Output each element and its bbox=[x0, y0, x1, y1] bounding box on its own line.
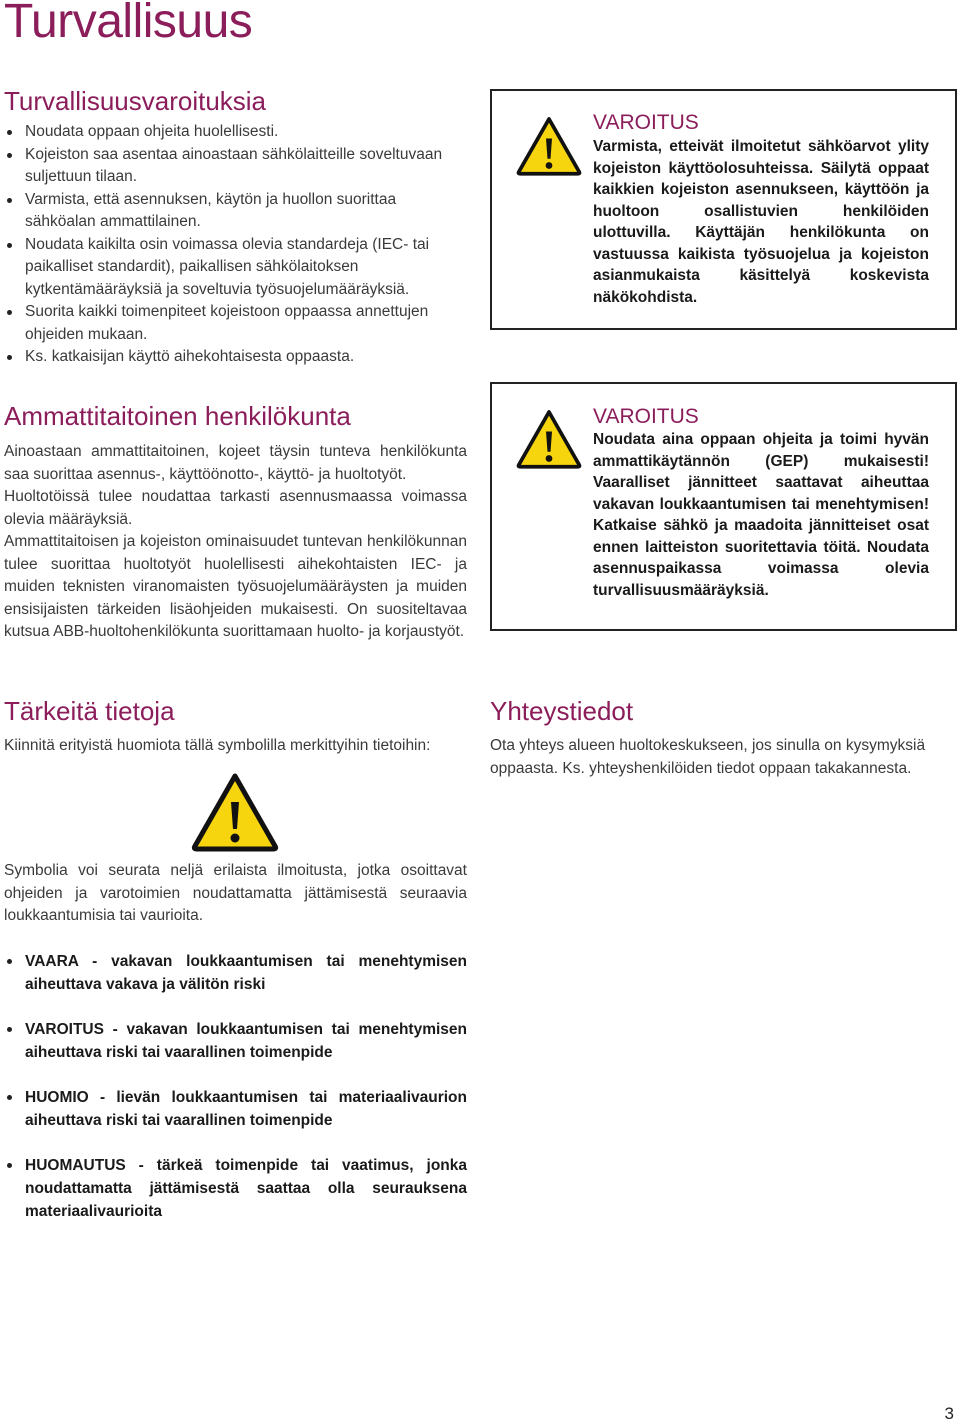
qualified-paragraph-2: Huoltotöissä tulee noudattaa tarkasti asennusmaassa voimassa olevia määräyksiä. bbox=[4, 488, 467, 528]
list-item: HUOMIO - lievän loukkaantumisen tai materiaalivaurion aiheuttava riski tai vaarallinen toimenpide bbox=[4, 1086, 467, 1132]
warning-triangle-icon bbox=[516, 116, 582, 176]
list-item: Noudata oppaan ohjeita huolellisesti. bbox=[4, 121, 470, 144]
qualified-personnel-heading: Ammattitaitoinen henkilökunta bbox=[4, 401, 351, 431]
list-item: Noudata kaikilta osin voimassa olevia standardeja (IEC- tai paikalliset standardit), paikallisen sähkölaitoksen kytkentämääräyksiä ja soveltuvia työsuojelumääräyksiä. bbox=[4, 234, 470, 302]
warning-text: Noudata aina oppaan ohjeita ja toimi hyvän ammattikäytännön (GEP) mukaisesti! Vaaralliset jännitteet saattavat aiheuttaa vakavan loukkaantumisen tai menehtymisen! Katkaise sähkö ja maadoita jännitteiset osat ennen laitteiston suoritettavia töitä. Noudata asennuspaikassa voimassa olevia turvallisuusmääräyksiä. bbox=[593, 431, 929, 599]
warning-title: VAROITUS bbox=[593, 405, 699, 428]
warning-triangle-icon bbox=[191, 772, 279, 852]
safety-warnings-heading: Turvallisuusvaroituksia bbox=[4, 86, 267, 116]
qualified-paragraph-3: Ammattitaitoisen ja kojeiston ominaisuudet tuntevan henkilökunnan tulee suorittaa huoltotyöt huolellisesti aihekohtaisten IEC- ja muiden teknisten viranomaisten työsuojelumääräysten ja muiden ensisijaisten tärkeiden lisäohjeiden mukaisesti. On suositeltavaa kutsua ABB-huoltohenkilökunta suorittamaan huolto- ja korjaustyöt. bbox=[4, 533, 467, 640]
warning-levels-list bbox=[4, 950, 467, 1223]
list-item: Suorita kaikki toimenpiteet kojeistoon oppaassa annettujen ohjeiden mukaan. bbox=[4, 301, 470, 346]
list-item: Ks. katkaisijan käyttö aihekohtaisesta oppaasta. bbox=[4, 346, 470, 369]
page-title: Turvallisuus bbox=[4, 0, 253, 48]
list-item: VAROITUS - vakavan loukkaantumisen tai menehtymisen aiheuttava riski tai vaarallinen toimenpide bbox=[4, 1018, 467, 1064]
important-info-intro: Kiinnitä erityistä huomiota tällä symbolilla merkittyihin tietoihin: bbox=[4, 737, 431, 754]
qualified-paragraph-1: Ainoastaan ammattitaitoinen, kojeet täysin tunteva henkilökunta saa suorittaa asennus-, käyttöönotto-, käyttö- ja huoltotyöt. bbox=[4, 443, 467, 483]
page-number: 3 bbox=[944, 1404, 954, 1423]
warning-box bbox=[490, 382, 957, 631]
contact-text: Ota yhteys alueen huoltokeskukseen, jos sinulla on kysymyksiä oppaasta. Ks. yhteyshenkilöiden tiedot oppaan takakannesta. bbox=[490, 737, 926, 777]
list-item: Varmista, että asennuksen, käytön ja huollon suorittaa sähköalan ammattilainen. bbox=[4, 189, 470, 234]
warning-title: VAROITUS bbox=[593, 111, 699, 134]
symbol-description: Symbolia voi seurata neljä erilaista ilmoitusta, jotka osoittavat ohjeiden ja varotoimien noudattamatta jättämisestä seuraavia loukkaantumisia tai vaurioita. bbox=[4, 862, 467, 924]
list-item: Kojeiston saa asentaa ainoastaan sähkölaitteille soveltuvaan suljettuun tilaan. bbox=[4, 144, 470, 189]
warning-box bbox=[490, 89, 957, 330]
warning-triangle-icon bbox=[516, 409, 582, 469]
list-item: VAARA - vakavan loukkaantumisen tai menehtymisen aiheuttava vakava ja välitön riski bbox=[4, 950, 467, 996]
list-item: HUOMAUTUS - tärkeä toimenpide tai vaatimus, jonka noudattamatta jättämisestä saattaa olla seurauksena materiaalivaurioita bbox=[4, 1154, 467, 1223]
important-info-heading: Tärkeitä tietoja bbox=[4, 696, 175, 726]
warning-text: Varmista, etteivät ilmoitetut sähköarvot ylity kojeiston käyttöolosuhteissa. Säilytä oppaat kaikkien kojeiston asennukseen, käyttöön ja huoltoon osallistuvien henkilöiden ulottuvilla. Käyttäjän henkilökunta on vastuussa kaikista työsuojelua ja kojeiston asianmukaista käsittelyä koskevista näkökohdista. bbox=[593, 138, 929, 306]
safety-warnings-list bbox=[4, 121, 470, 369]
contact-heading: Yhteystiedot bbox=[490, 696, 634, 726]
